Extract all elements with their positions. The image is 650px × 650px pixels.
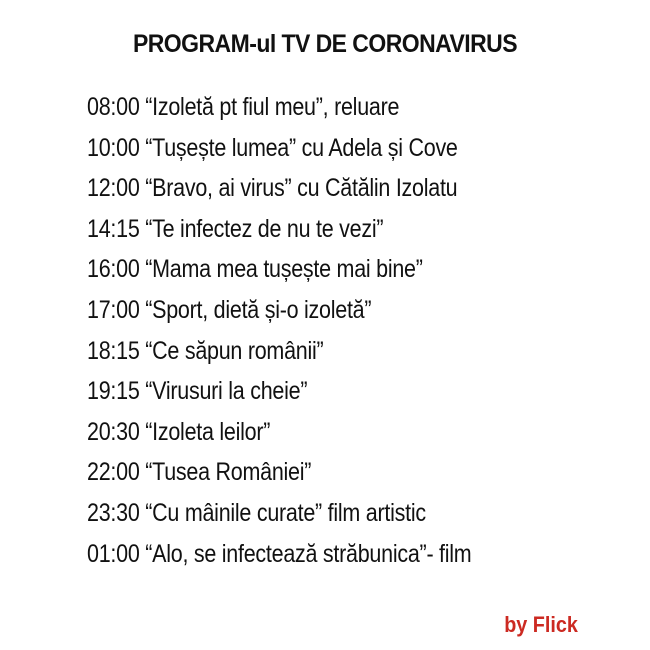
schedule-time: 14:15 [87, 214, 140, 243]
schedule-show: “Cu mâinile curate” film artistic [145, 498, 426, 527]
schedule-time: 10:00 [87, 133, 140, 162]
schedule-time: 17:00 [87, 295, 140, 324]
schedule-row [87, 493, 569, 534]
schedule-row [87, 331, 569, 372]
schedule-show: “Alo, se infectează străbunica”- film [145, 539, 472, 568]
schedule-show: “Tusea României” [145, 458, 312, 487]
schedule-time: 16:00 [87, 255, 140, 284]
schedule-row [87, 371, 569, 412]
schedule-row [87, 209, 569, 250]
schedule-time: 08:00 [87, 93, 140, 121]
schedule-list [87, 87, 647, 574]
schedule-time: 12:00 [87, 174, 140, 203]
schedule-row [87, 249, 569, 290]
schedule-show: “Virusuri la cheie” [145, 377, 308, 406]
schedule-show: “Ce săpun românii” [145, 336, 324, 365]
author-signature: by Flick [504, 612, 578, 637]
schedule-show: “Sport, dietă și-o izoletă” [145, 295, 372, 324]
schedule-time: 22:00 [87, 458, 140, 487]
schedule-row [87, 168, 569, 209]
schedule-show: “Tușește lumea” cu Adela și Cove [145, 133, 458, 162]
schedule-show: “Bravo, ai virus” cu Cătălin Izolatu [145, 174, 458, 203]
schedule-time: 19:15 [87, 377, 140, 406]
schedule-row [87, 452, 569, 493]
schedule-row [87, 412, 569, 453]
schedule-show: “Te infectez de nu te vezi” [145, 214, 384, 243]
schedule-time: 20:30 [87, 417, 140, 446]
schedule-show: “Mama mea tușește mai bine” [145, 255, 423, 284]
schedule-time: 23:30 [87, 498, 140, 527]
schedule-row [87, 128, 569, 169]
page-title: PROGRAM-ul TV DE CORONAVIRUS [132, 30, 518, 58]
schedule-show: “Izoleta leilor” [145, 417, 271, 446]
schedule-row [87, 87, 569, 128]
schedule-time: 01:00 [87, 539, 140, 568]
schedule-row [87, 290, 569, 331]
schedule-show: “Izoletă pt fiul meu”, reluare [145, 93, 400, 121]
schedule-row [87, 534, 569, 575]
schedule-time: 18:15 [87, 336, 140, 365]
